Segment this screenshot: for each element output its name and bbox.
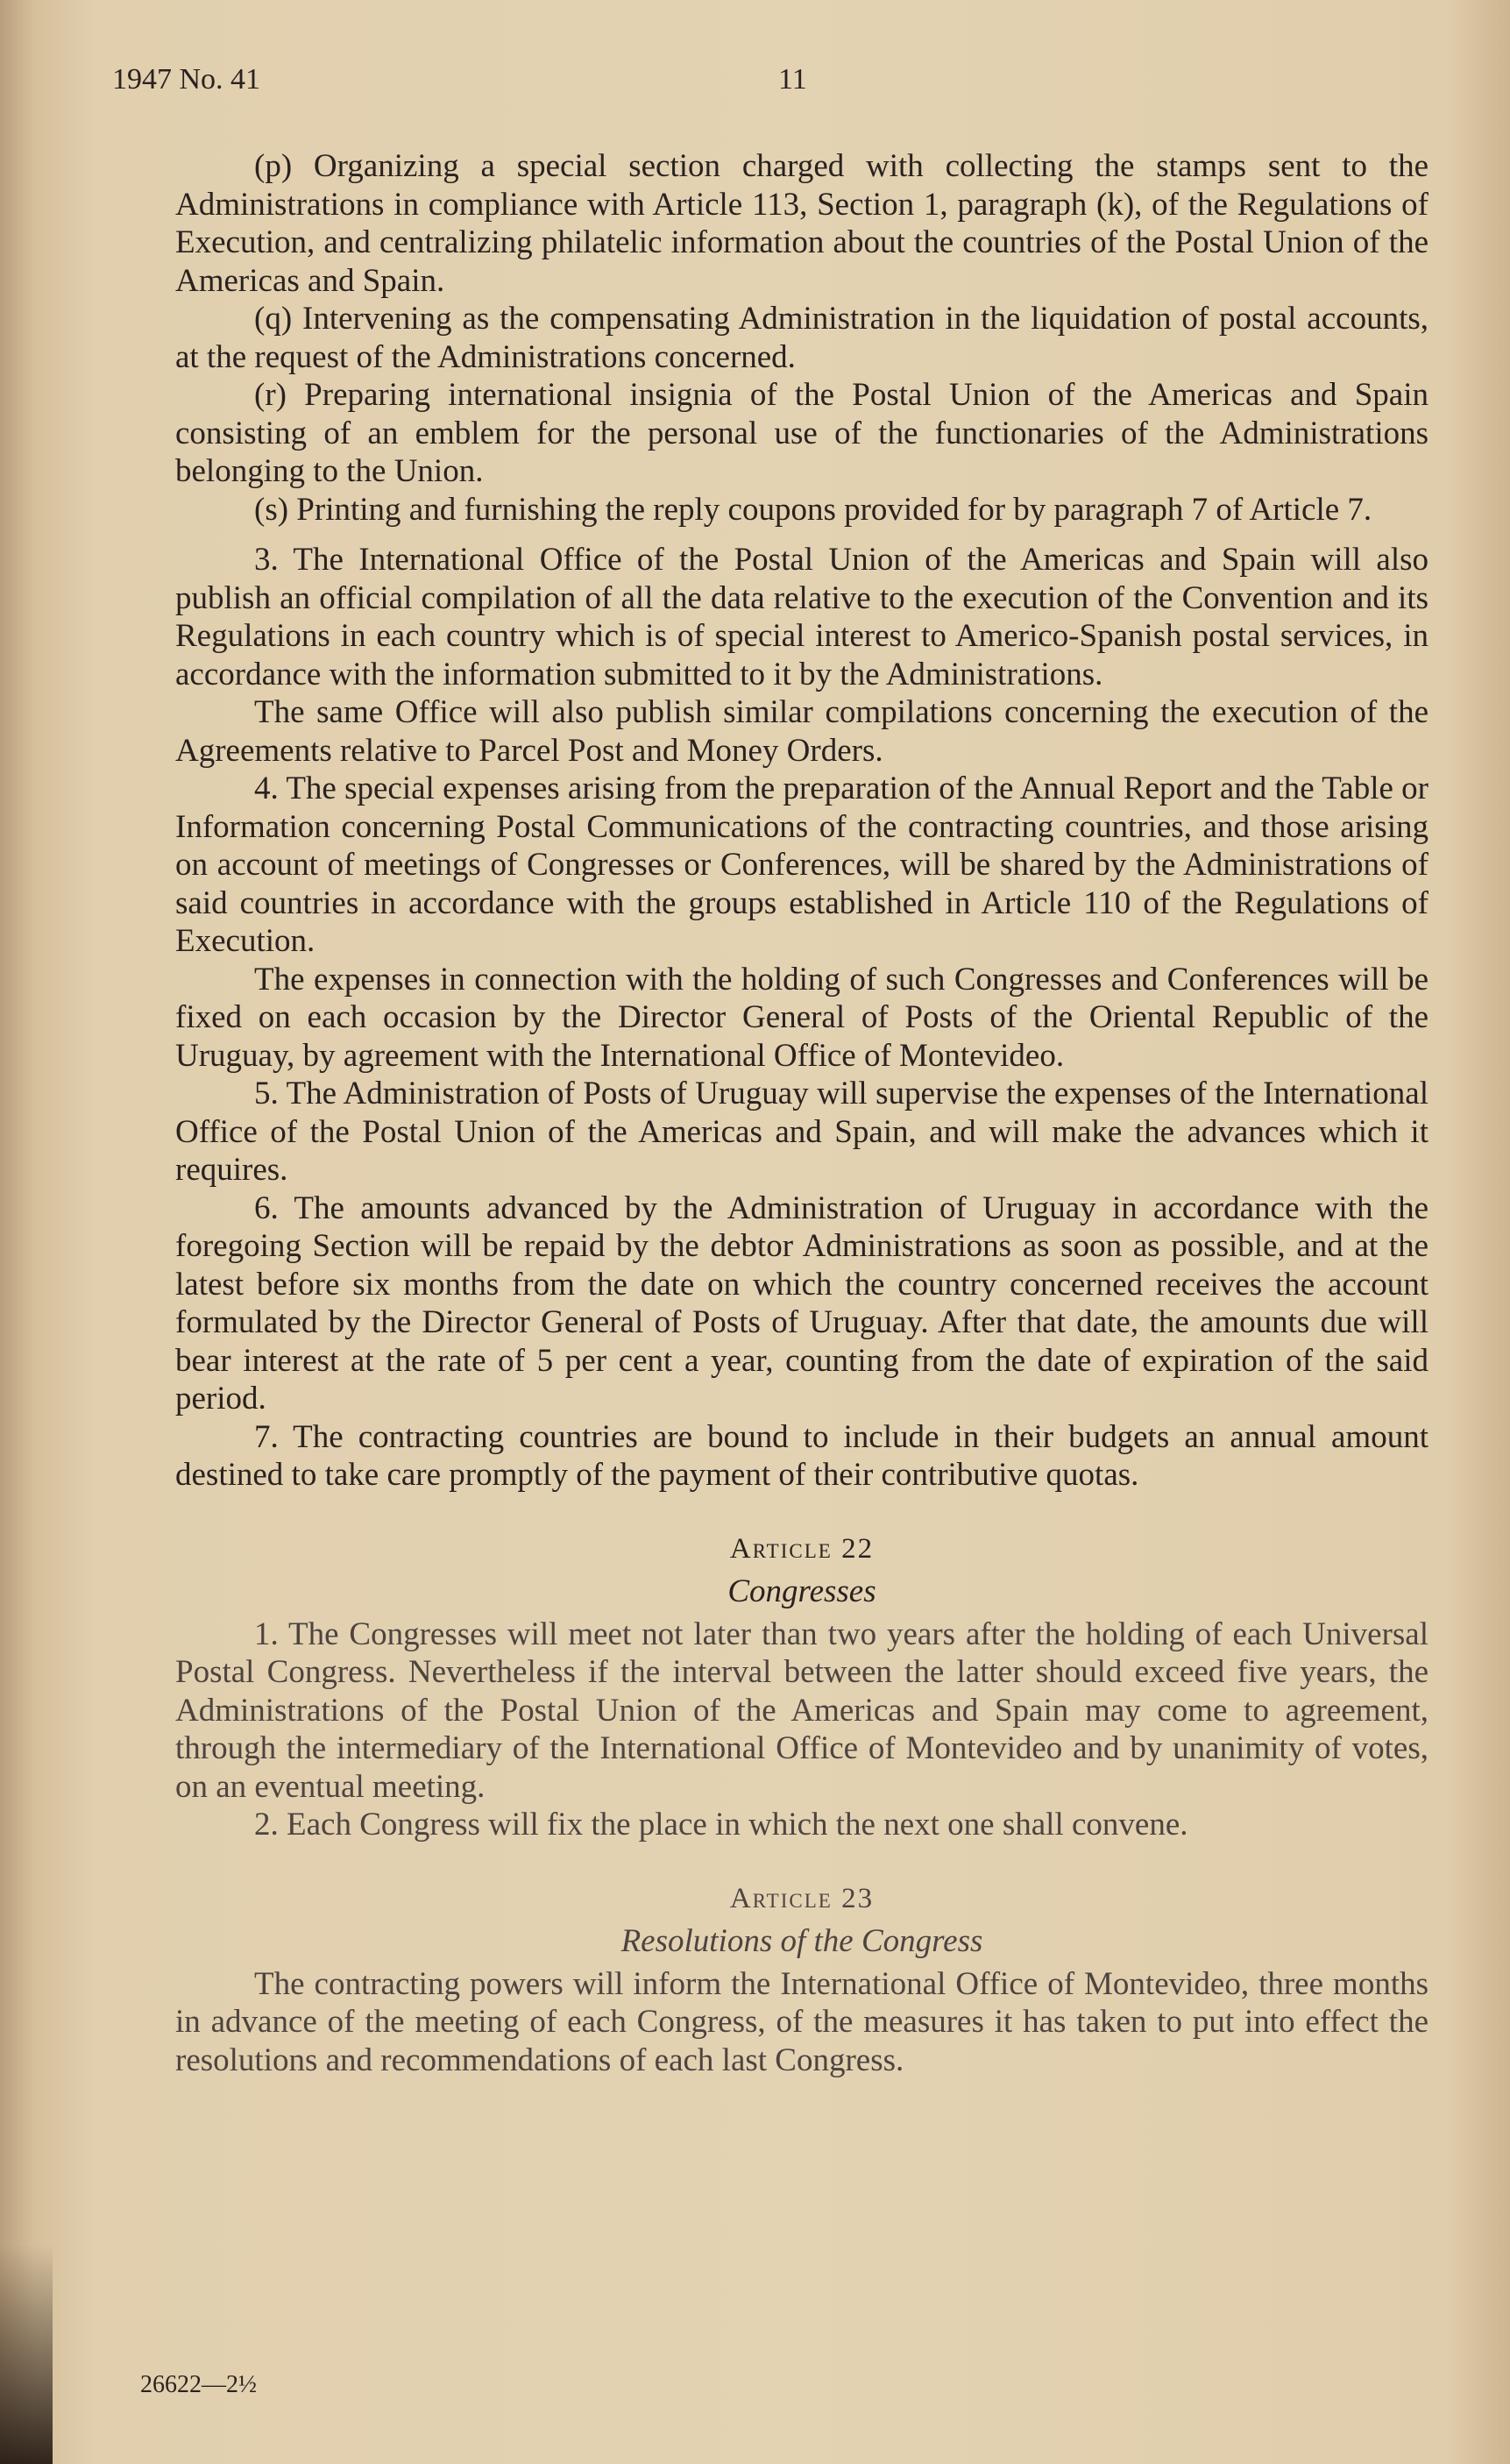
section-7: 7. The contracting countries are bound to include in their budgets an annual amount destined to take care promptly of the payment of their contributive quotas. [175,1418,1428,1493]
section-3: 3. The International Office of the Postal Union of the Americas and Spain will also publish an official compilation of all the data relative to the execution of the Convention and its Regulations in each country which is of special interest to Americo-Spanish postal services, in accordance with the information submitted to it by the Administrations. [175,542,1428,692]
article-23-title: Article 23 [729,1882,875,1914]
section-3-continued: The same Office will also publish similar compilations concerning the execution of the Agreements relative to Parcel Post and Money Orders. [175,694,1428,769]
article-22-section-1: 1. The Congresses will meet not later than two years after the holding of each Universal Postal Congress. Nevertheless if the interval between the latter should exceed five years, the Administrations of the Postal Union of the Americas and Spain may come to agreement, through the intermediary of the International Office of Montevideo and by unanimity of votes, on an eventual meeting. [175,1615,1428,1805]
article-23-paragraph: The contracting powers will inform the International Office of Montevideo, three months in advance of the meeting of each Congress, of the measures it has taken to put into effect the resolutions and recommendations of each last Congress. [175,1965,1428,2078]
paragraph-q: (q) Intervening as the compensating Administration in the liquidation of postal accounts, at the request of the Administrations concerned. [175,301,1428,375]
paragraph-r: (r) Preparing international insignia of the Postal Union of the Americas and Spain consisting of an emblem for the personal use of the functionaries of the Administrations belonging to the Union. [175,377,1428,489]
print-signature: 26622—2½ [140,2371,257,2398]
page-number: 11 [778,63,807,96]
article-22-title: Article 22 [729,1532,875,1565]
section-4-continued: The expenses in connection with the holding of such Congresses and Conferences will be fixed on each occasion by the Director General of Posts of the Oriental Republic of the Uruguay, by agreement with the International Office of Montevideo. [175,961,1428,1074]
page-body [175,147,1428,2079]
article-23-subtitle: Resolutions of the Congress [620,1922,983,1959]
paragraph-s: (s) Printing and furnishing the reply coupons provided for by paragraph 7 of Article 7. [254,491,1372,528]
article-22-section-2: 2. Each Congress will fix the place in which the next one shall convene. [254,1807,1188,1843]
section-4: 4. The special expenses arising from the preparation of the Annual Report and the Table or Information concerning Postal Communications of the contracting countries, and those arising on account of meetings of Congresses or Conferences, will be shared by the Administrations of said countries in accordance with the groups established in Article 110 of the Regulations of Execution. [175,770,1428,959]
section-6: 6. The amounts advanced by the Administration of Uruguay in accordance with the foregoing Section will be repaid by the debtor Administrations as soon as possible, and at the latest before six months from the date on which the country concerned receives the account formulated by the Director General of Posts of Uruguay. After that date, the amounts due will bear interest at the rate of 5 per cent a year, counting from the date of expiration of the said period. [175,1189,1428,1417]
article-22-subtitle: Congresses [727,1573,876,1609]
paragraph-p: (p) Organizing a special section charged with collecting the stamps sent to the Administrations in compliance with Article 113, Section 1, paragraph (k), of the Regulations of Execution, and centralizing philatelic information about the countries of the Postal Union of the Americas and Spain. [175,148,1428,299]
law-reference: 1947 No. 41 [112,63,261,96]
page-header [112,63,1444,116]
section-5: 5. The Administration of Posts of Uruguay will supervise the expenses of the International Office of the Postal Union of the Americas and Spain, and will make the advances which it requires. [175,1076,1428,1188]
